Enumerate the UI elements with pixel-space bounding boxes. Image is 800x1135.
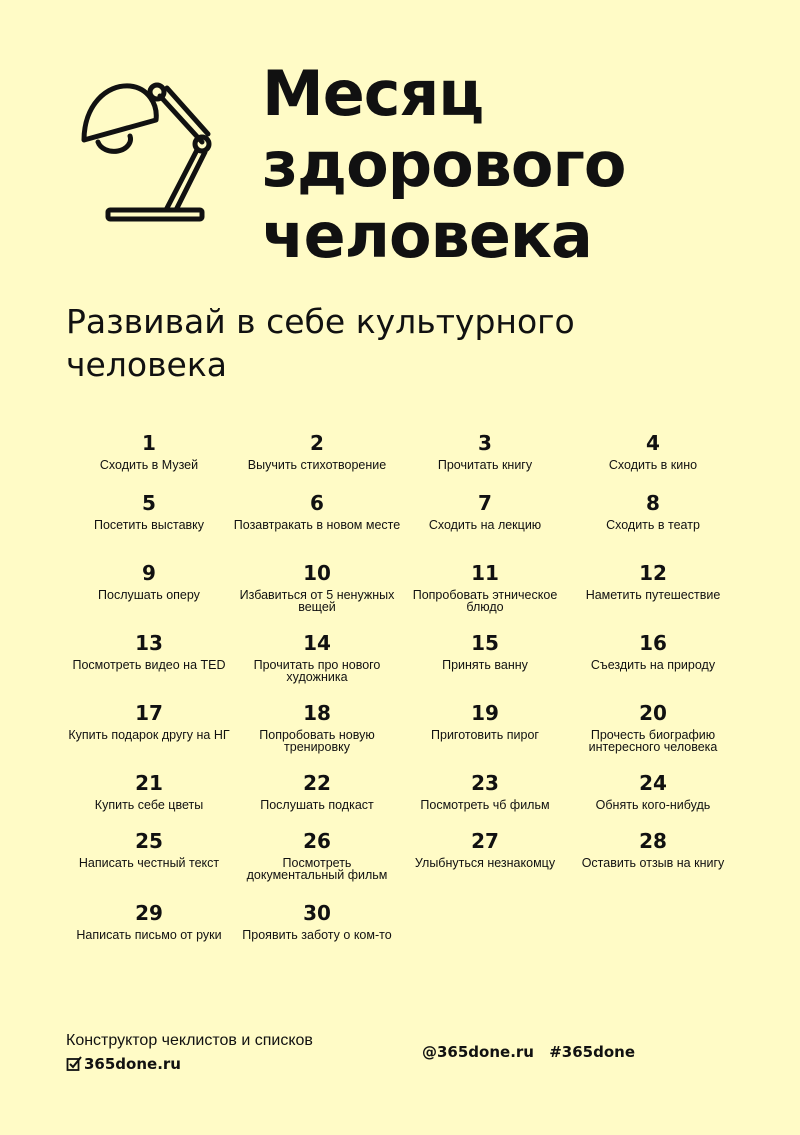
- title-line: здорового: [262, 128, 626, 201]
- task-number: 27: [471, 829, 499, 853]
- task-label: Принять ванну: [442, 658, 528, 672]
- footer-branding: [66, 1032, 313, 1073]
- task-number: 7: [478, 491, 492, 515]
- task-item: [401, 630, 569, 671]
- task-number: 9: [142, 561, 156, 585]
- task-item: [233, 900, 401, 941]
- checkbox-icon: [66, 1056, 82, 1072]
- task-item: [233, 430, 401, 471]
- task-item: [65, 828, 233, 869]
- task-number: 11: [471, 561, 499, 585]
- footer-social: [422, 1043, 645, 1061]
- task-item: [233, 700, 401, 753]
- task-number: 23: [471, 771, 499, 795]
- task-number: 17: [135, 701, 163, 725]
- task-number: 20: [639, 701, 667, 725]
- task-number: 1: [142, 431, 156, 455]
- task-label: Обнять кого-нибудь: [595, 798, 711, 812]
- task-label: Сходить в кино: [608, 458, 698, 472]
- task-grid: [65, 430, 735, 970]
- task-number: 15: [471, 631, 499, 655]
- task-number: 16: [639, 631, 667, 655]
- task-item: [65, 490, 233, 531]
- task-item: [569, 490, 737, 531]
- title-line: человека: [262, 199, 592, 272]
- task-label: Написать честный текст: [78, 856, 220, 870]
- task-number: 14: [303, 631, 331, 655]
- task-label: Приготовить пирог: [431, 728, 539, 742]
- task-label: Посмотреть видео на TED: [72, 658, 226, 672]
- page-title: [262, 58, 625, 271]
- task-item: [233, 490, 401, 531]
- task-number: 24: [639, 771, 667, 795]
- task-item: [401, 770, 569, 811]
- task-item: [401, 700, 569, 741]
- desk-lamp-icon: [78, 62, 218, 232]
- subtitle: Развивай в себе культурного человека: [66, 302, 575, 384]
- task-label: Написать письмо от руки: [76, 928, 222, 942]
- task-item: [233, 630, 401, 683]
- task-number: 30: [303, 901, 331, 925]
- task-item: [569, 630, 737, 671]
- title-line: Месяц: [262, 57, 484, 130]
- task-number: 13: [135, 631, 163, 655]
- task-item: [569, 770, 737, 811]
- task-number: 18: [303, 701, 331, 725]
- task-item: [401, 560, 569, 613]
- task-number: 19: [471, 701, 499, 725]
- task-item: [65, 770, 233, 811]
- task-number: 6: [310, 491, 324, 515]
- task-label: Оставить отзыв на книгу: [581, 856, 725, 870]
- task-label: Наметить путешествие: [585, 588, 721, 602]
- task-label: Выучить стихотворение: [247, 458, 387, 472]
- task-number: 29: [135, 901, 163, 925]
- task-number: 22: [303, 771, 331, 795]
- task-label: Прочесть биографию интересного человека: [588, 728, 718, 754]
- task-label: Посмотреть чб фильм: [420, 798, 550, 812]
- task-label: Послушать оперу: [98, 588, 200, 602]
- task-number: 4: [646, 431, 660, 455]
- social-handle[interactable]: @365done.ru: [422, 1043, 534, 1061]
- task-item: [401, 490, 569, 531]
- task-label: Улыбнуться незнакомцу: [414, 856, 556, 870]
- site-name: 365done.ru: [84, 1055, 181, 1073]
- task-label: Сходить в Музей: [99, 458, 199, 472]
- task-item: [233, 770, 401, 811]
- task-item: [401, 430, 569, 471]
- task-item: [65, 430, 233, 471]
- task-label: Проявить заботу о ком-то: [242, 928, 392, 942]
- site-link[interactable]: [66, 1055, 313, 1073]
- task-label: Прочитать книгу: [437, 458, 533, 472]
- task-number: 12: [639, 561, 667, 585]
- task-number: 5: [142, 491, 156, 515]
- task-item: [65, 900, 233, 941]
- task-number: 2: [310, 431, 324, 455]
- task-label: Позавтракать в новом месте: [233, 518, 401, 532]
- task-item: [233, 560, 401, 613]
- task-number: 8: [646, 491, 660, 515]
- task-label: Избавиться от 5 ненужных вещей: [239, 588, 395, 614]
- task-item: [569, 700, 737, 753]
- task-item: [401, 828, 569, 869]
- task-label: Послушать подкаст: [260, 798, 374, 812]
- task-item: [233, 828, 401, 881]
- task-label: Купить себе цветы: [94, 798, 204, 812]
- hashtag[interactable]: #365done: [549, 1043, 635, 1061]
- task-item: [569, 560, 737, 601]
- task-label: Купить подарок другу на НГ: [68, 728, 230, 742]
- task-label: Сходить в театр: [606, 518, 700, 532]
- footer-tagline: Конструктор чеклистов и списков: [66, 1032, 313, 1049]
- task-item: [569, 828, 737, 869]
- task-number: 21: [135, 771, 163, 795]
- task-number: 26: [303, 829, 331, 853]
- task-label: Прочитать про нового художника: [253, 658, 381, 684]
- task-item: [569, 430, 737, 471]
- task-label: Сходить на лекцию: [428, 518, 542, 532]
- task-item: [65, 630, 233, 671]
- task-number: 28: [639, 829, 667, 853]
- task-label: Попробовать новую тренировку: [259, 728, 375, 754]
- task-label: Попробовать этническое блюдо: [412, 588, 558, 614]
- task-item: [65, 560, 233, 601]
- task-number: 10: [303, 561, 331, 585]
- task-number: 3: [478, 431, 492, 455]
- task-label: Посмотреть документальный фильм: [246, 856, 388, 882]
- task-number: 25: [135, 829, 163, 853]
- task-label: Посетить выставку: [93, 518, 205, 532]
- task-label: Съездить на природу: [590, 658, 716, 672]
- task-item: [65, 700, 233, 741]
